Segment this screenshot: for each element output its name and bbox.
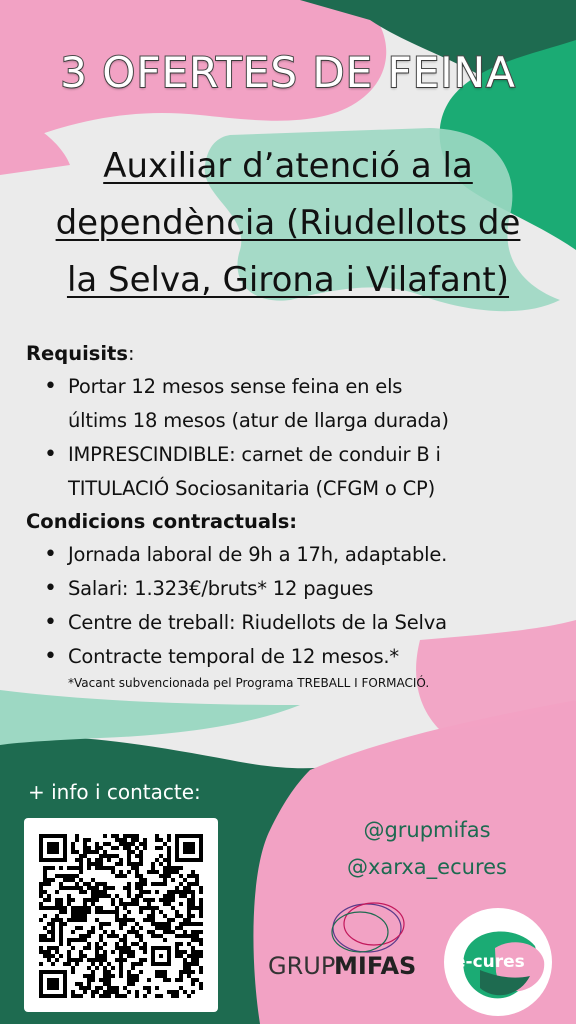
requirements-list xyxy=(26,370,562,506)
mifas-bold-text: MIFAS xyxy=(334,952,417,980)
requirements-heading xyxy=(26,338,562,370)
job-title-line-3: la Selva, Girona i Vilafant) xyxy=(66,260,510,300)
conditions-heading xyxy=(26,506,562,538)
conditions-label: Condicions contractuals: xyxy=(26,510,298,533)
info-contact-label: + info i contacte: xyxy=(28,780,201,804)
requirement-text: TITULACIÓ Sociosanitaria (CFGM o CP) xyxy=(68,477,435,500)
mifas-light-text: GRUP xyxy=(268,952,336,980)
qr-code[interactable] xyxy=(24,818,218,1012)
conditions-list xyxy=(26,538,562,674)
requirement-text: últims 18 mesos (atur de llarga durada) xyxy=(68,409,449,432)
grupmifas-logo-icon xyxy=(262,898,432,988)
condition-item-2: • Salari: 1.323€/bruts* 12 pagues xyxy=(68,572,562,606)
job-title-line-2: dependència (Riudellots de xyxy=(55,203,521,243)
job-title xyxy=(12,138,564,309)
condition-item-3: • Centre de treball: Riudellots de la Selva xyxy=(68,606,562,640)
requirements-colon: : xyxy=(128,342,135,365)
condition-item-1: • Jornada laboral de 9h a 17h, adaptable. xyxy=(68,538,562,572)
job-title-line-1: Auxiliar d’atenció a la xyxy=(103,146,473,186)
social-handle-ecures[interactable]: @xarxa_ecures xyxy=(347,855,507,879)
footnote: *Vacant subvencionada pel Programa TREBALL I FORMACIÓ. xyxy=(68,676,430,690)
requirement-text: IMPRESCINDIBLE: carnet de conduir B i xyxy=(68,443,441,466)
page-title: 3 OFERTES DE FEINA xyxy=(60,48,516,97)
social-handle-grupmifas[interactable]: @grupmifas xyxy=(363,818,491,842)
requirement-item-1 xyxy=(68,370,562,438)
requirement-text: Portar 12 mesos sense feina en els xyxy=(68,375,403,398)
requirements-label: Requisits xyxy=(26,342,128,365)
ecures-text: e-cures xyxy=(454,952,525,972)
qr-code-icon xyxy=(39,834,203,998)
offer-details xyxy=(26,338,562,692)
requirement-item-2 xyxy=(68,438,562,506)
ecures-logo-icon xyxy=(440,906,560,1018)
condition-item-4: • Contracte temporal de 12 mesos.* xyxy=(68,640,562,674)
